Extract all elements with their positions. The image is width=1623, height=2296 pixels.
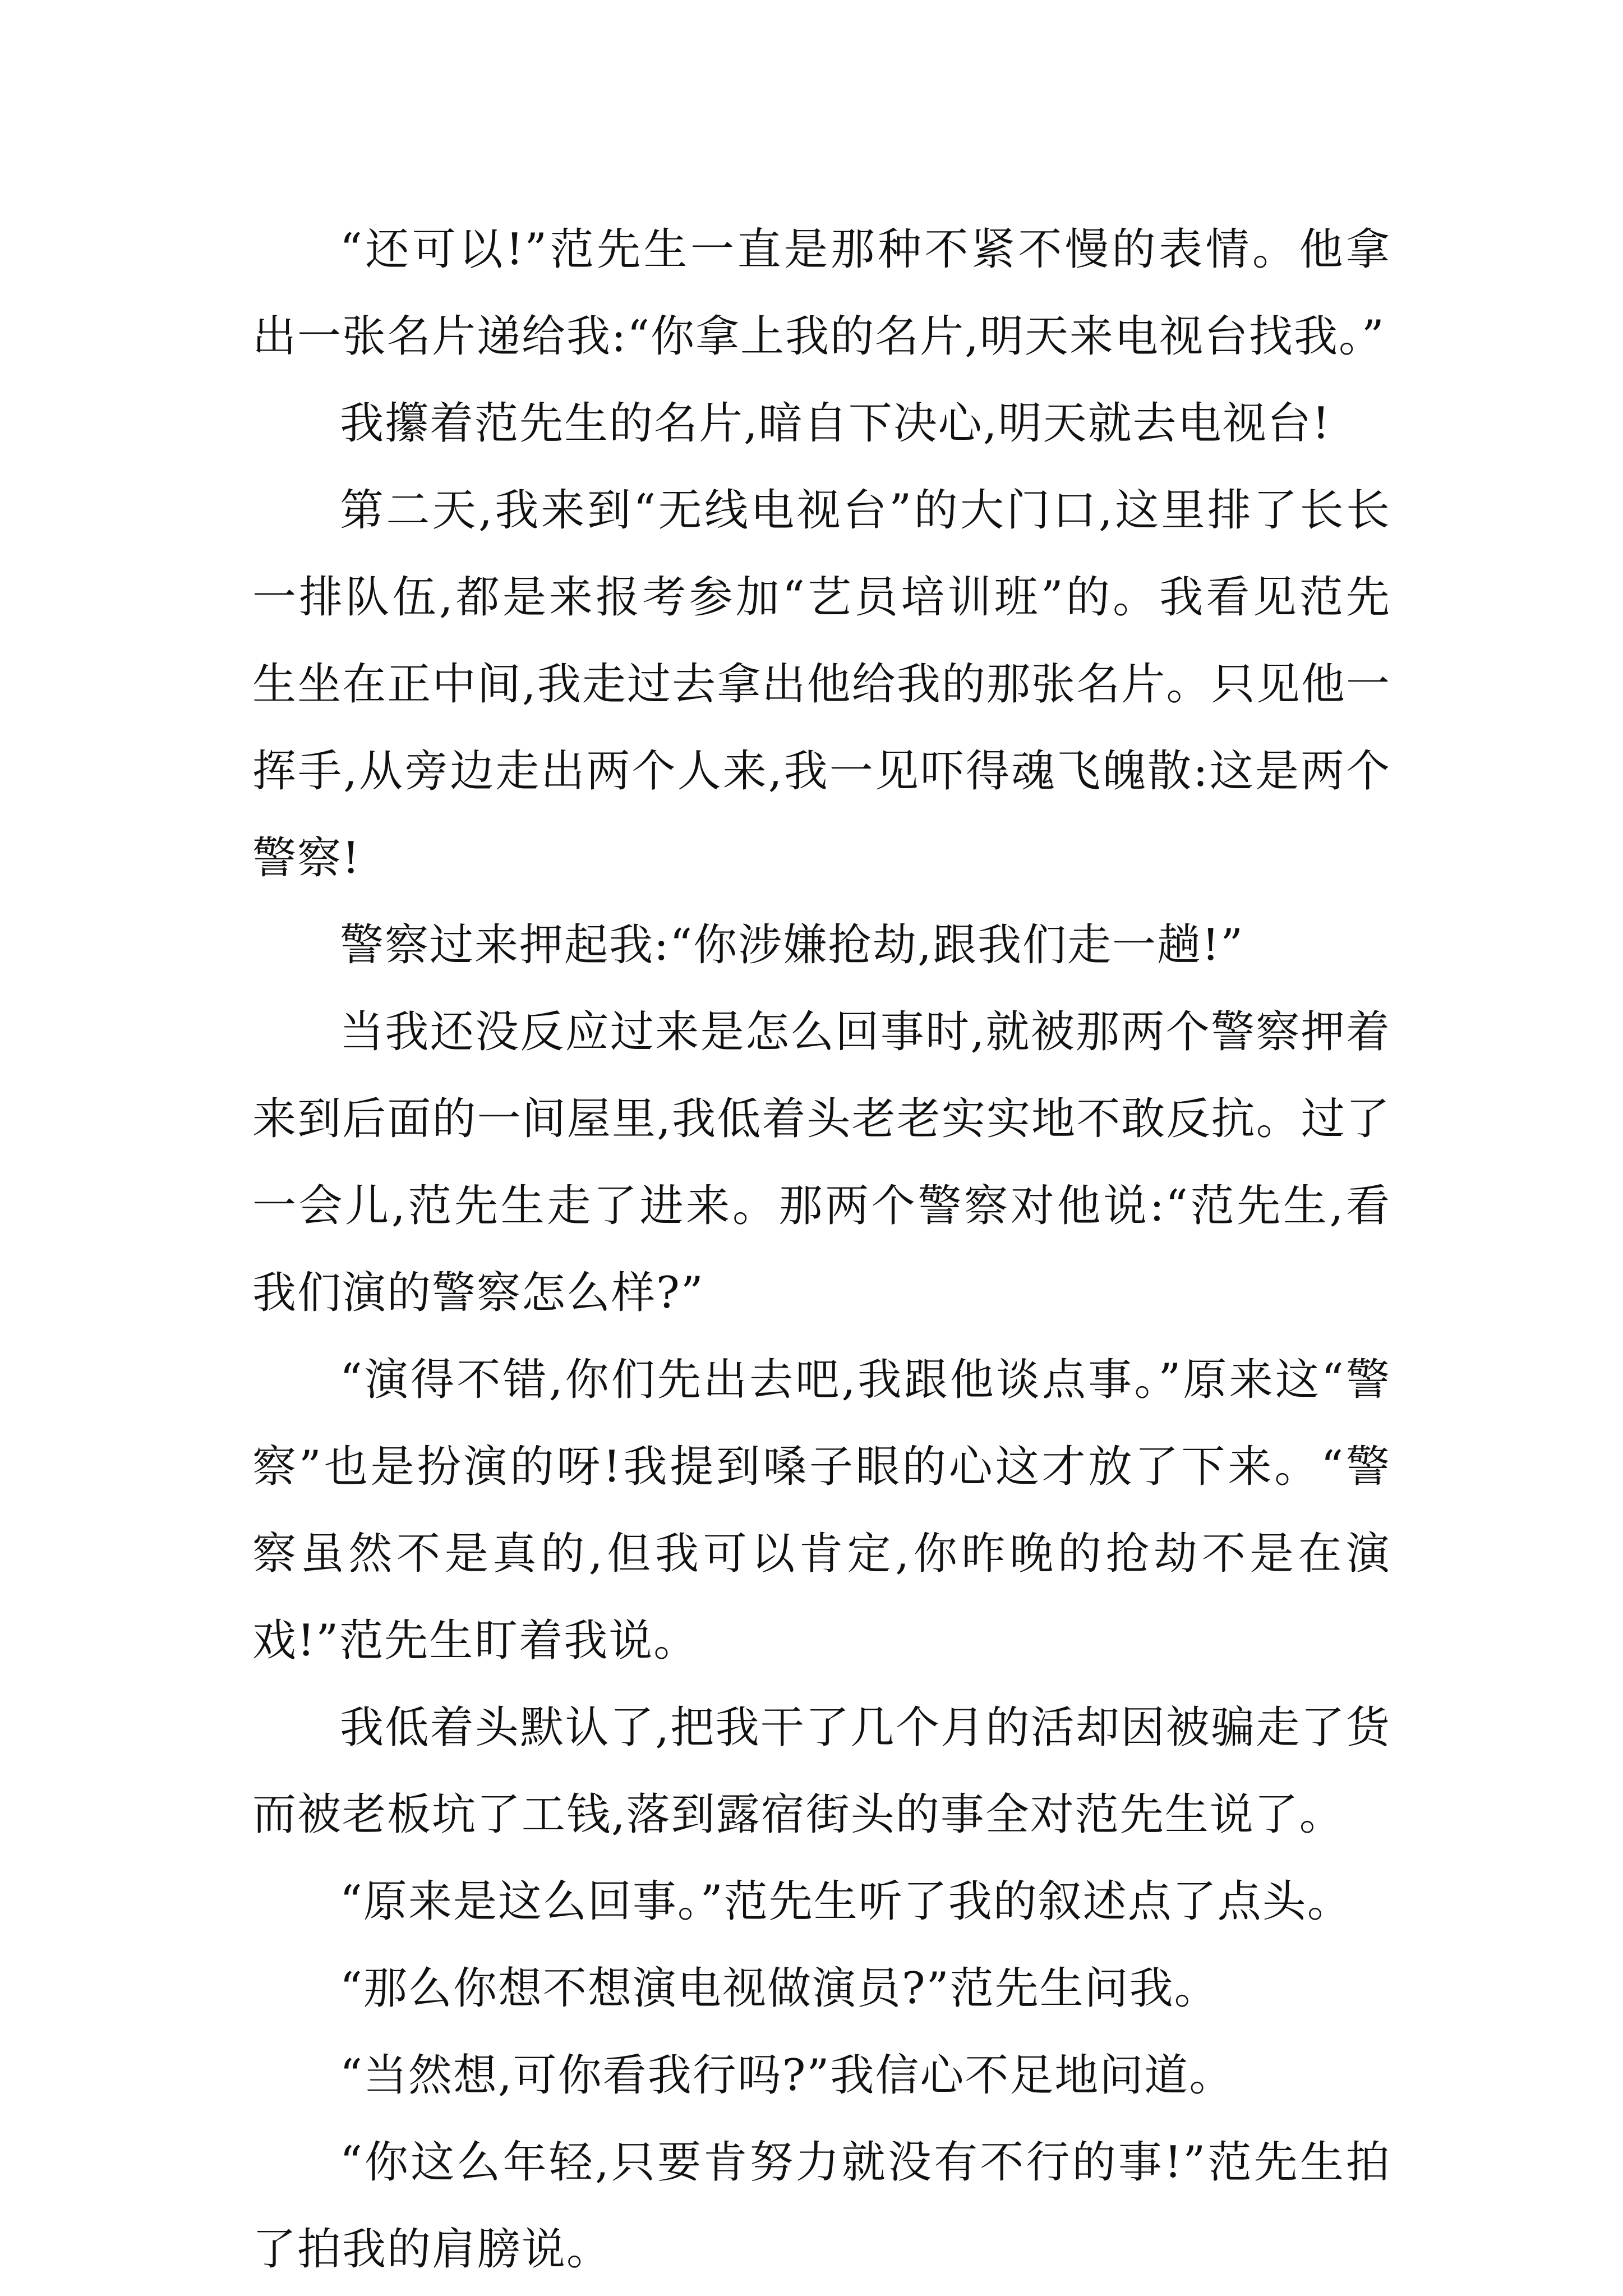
paragraph-5: 当我还没反应过来是怎么回事时,就被那两个警察押着来到后面的一间屋里,我低着头老老实实地不敢反抗。过了一会儿,范先生走了进来。那两个警察对他说:“范先生,看我们演的警察怎么样?” (252, 1007, 1391, 1318)
paragraph-10: “当然想,可你看我行吗?”我信心不足地问道。 (340, 2050, 1234, 2101)
paragraph-11: “你这么年轻,只要肯努力就没有不行的事!”范先生拍了拍我的肩膀说。 (252, 2137, 1391, 2275)
paragraph-1: “还可以!”范先生一直是那种不紧不慢的表情。他拿出一张名片递给我:“你拿上我的名片,明天来电视台找我。” (252, 224, 1391, 362)
paragraph-8: “原来是这么回事。”范先生听了我的叙述点了点头。 (340, 1876, 1352, 1927)
paragraph-6: “演得不错,你们先出去吧,我跟他谈点事。”原来这“警察”也是扮演的呀!我提到嗓子眼的心这才放了下来。“警察虽然不是真的,但我可以肯定,你昨晚的抢劫不是在演戏!”范先生盯着我说。 (252, 1355, 1391, 1666)
story-text (252, 206, 1391, 2293)
paragraph-4: 警察过来押起我:“你涉嫌抢劫,跟我们走一趟!” (340, 920, 1244, 970)
paragraph-7: 我低着头默认了,把我干了几个月的活却因被骗走了货而被老板坑了工钱,落到露宿街头的事全对范先生说了。 (252, 1703, 1391, 1840)
paragraph-2: 我攥着范先生的名片,暗自下决心,明天就去电视台! (340, 398, 1331, 449)
paragraph-9: “那么你想不想演电视做演员?”范先生问我。 (340, 1963, 1219, 2014)
paragraph-3: 第二天,我来到“无线电视台”的大门口,这里排了长长一排队伍,都是来报考参加“艺员培训班”的。我看见范先生坐在正中间,我走过去拿出他给我的那张名片。只见他一挥手,从旁边走出两个人来,我一见吓得魂飞魄散:这是两个警察! (252, 485, 1391, 884)
